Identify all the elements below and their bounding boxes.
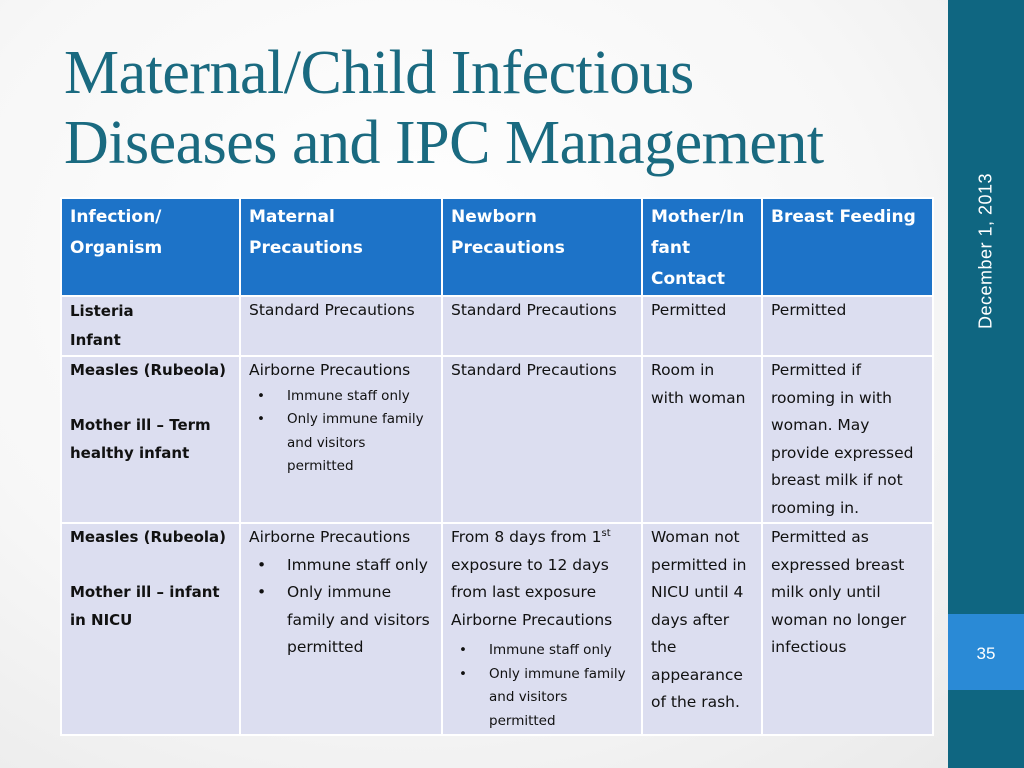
superscript: st [601, 527, 611, 539]
header-contact-line: Contact [651, 269, 726, 289]
header-newborn-line: Precautions [451, 238, 565, 258]
breast-line: expressed breast [771, 555, 905, 574]
ipc-management-table [60, 197, 934, 736]
infection-name: Measles (Rubeola) [70, 528, 227, 546]
contact-line: days after [651, 610, 730, 629]
cell-contact: Permitted [642, 296, 762, 356]
maternal-precaution: Airborne Precautions [249, 528, 411, 546]
infection-name: Measles (Rubeola) [70, 361, 227, 379]
bullet-item: • Only immune family and visitors permitted [249, 579, 435, 662]
slide-title [64, 38, 924, 178]
title-line-2: Diseases and IPC Management [64, 109, 824, 177]
cell-maternal [240, 356, 442, 523]
cell-contact [642, 356, 762, 523]
maternal-bullet-list [249, 385, 435, 479]
infection-detail: Mother ill – Term [70, 416, 211, 434]
slide-date: December 1, 2013 [975, 172, 996, 330]
cell-breast-feeding [762, 356, 933, 523]
newborn-line [451, 524, 635, 552]
contact-line: Room in [651, 361, 715, 379]
header-maternal [240, 198, 442, 296]
table-row [61, 356, 933, 523]
table-row [61, 296, 933, 356]
bullet-item: • Only immune family and visitors permitted [249, 408, 435, 479]
breast-line: milk only until [771, 583, 881, 601]
cell-newborn: Standard Precautions [442, 296, 642, 356]
header-newborn-line: Newborn [451, 207, 537, 227]
header-contact [642, 198, 762, 296]
contact-line: the [651, 638, 677, 656]
cell-infection [61, 523, 240, 735]
bullet-item: • Immune staff only [249, 552, 435, 580]
newborn-line: exposure to 12 days [451, 555, 609, 574]
sidebar-band [948, 0, 1024, 768]
title-line-1: Maternal/Child Infectious [64, 39, 694, 107]
header-contact-line: fant [651, 238, 691, 258]
contact-line: Woman not [651, 528, 740, 546]
header-maternal-line: Maternal [249, 207, 335, 227]
breast-line: Permitted if [771, 361, 862, 379]
header-contact-line: Mother/In [651, 207, 745, 227]
cell-maternal [240, 523, 442, 735]
infection-name: Listeria [70, 302, 134, 320]
breast-line: rooming in with [771, 388, 892, 407]
breast-line: breast milk if not [771, 471, 903, 489]
cell-maternal: Standard Precautions [240, 296, 442, 356]
table-row [61, 523, 933, 735]
page-number-box [948, 614, 1024, 690]
infection-detail: Infant [70, 331, 121, 349]
cell-contact [642, 523, 762, 735]
breast-line: woman. May [771, 416, 870, 434]
newborn-bullet-list [451, 639, 635, 733]
contact-line: NICU until 4 [651, 583, 744, 601]
newborn-line-text: From 8 days from 1 [451, 528, 602, 546]
newborn-line: Airborne Precautions [451, 610, 613, 629]
breast-line: infectious [771, 638, 847, 656]
header-newborn [442, 198, 642, 296]
header-infection [61, 198, 240, 296]
cell-breast-feeding [762, 523, 933, 735]
contact-line: of the rash. [651, 693, 740, 711]
breast-line: Permitted as [771, 528, 869, 546]
breast-line: provide expressed [771, 443, 914, 462]
breast-line: woman no longer [771, 610, 907, 629]
header-infection-line: Organism [70, 238, 163, 258]
infection-detail: healthy infant [70, 443, 190, 462]
newborn-line: from last exposure [451, 583, 597, 601]
infection-detail: Mother ill – infant [70, 583, 220, 601]
header-infection-line: Infection/ [70, 207, 162, 227]
bullet-item: • Only immune family and visitors permitted [451, 663, 635, 734]
maternal-precaution: Airborne Precautions [249, 361, 411, 379]
maternal-bullet-list [249, 552, 435, 662]
bullet-item: • Immune staff only [451, 639, 635, 663]
cell-newborn [442, 523, 642, 735]
cell-infection [61, 296, 240, 356]
table-header-row [61, 198, 933, 296]
contact-line: permitted in [651, 555, 747, 574]
contact-line: with woman [651, 388, 746, 407]
breast-line: rooming in. [771, 498, 860, 517]
cell-breast-feeding: Permitted [762, 296, 933, 356]
page-number: 35 [976, 644, 996, 663]
cell-newborn: Standard Precautions [442, 356, 642, 523]
cell-infection [61, 356, 240, 523]
contact-line: appearance [651, 665, 743, 684]
bullet-item: • Immune staff only [249, 385, 435, 409]
header-maternal-line: Precautions [249, 238, 363, 258]
infection-detail: in NICU [70, 610, 133, 629]
header-breast-feeding: Breast Feeding [762, 198, 933, 296]
